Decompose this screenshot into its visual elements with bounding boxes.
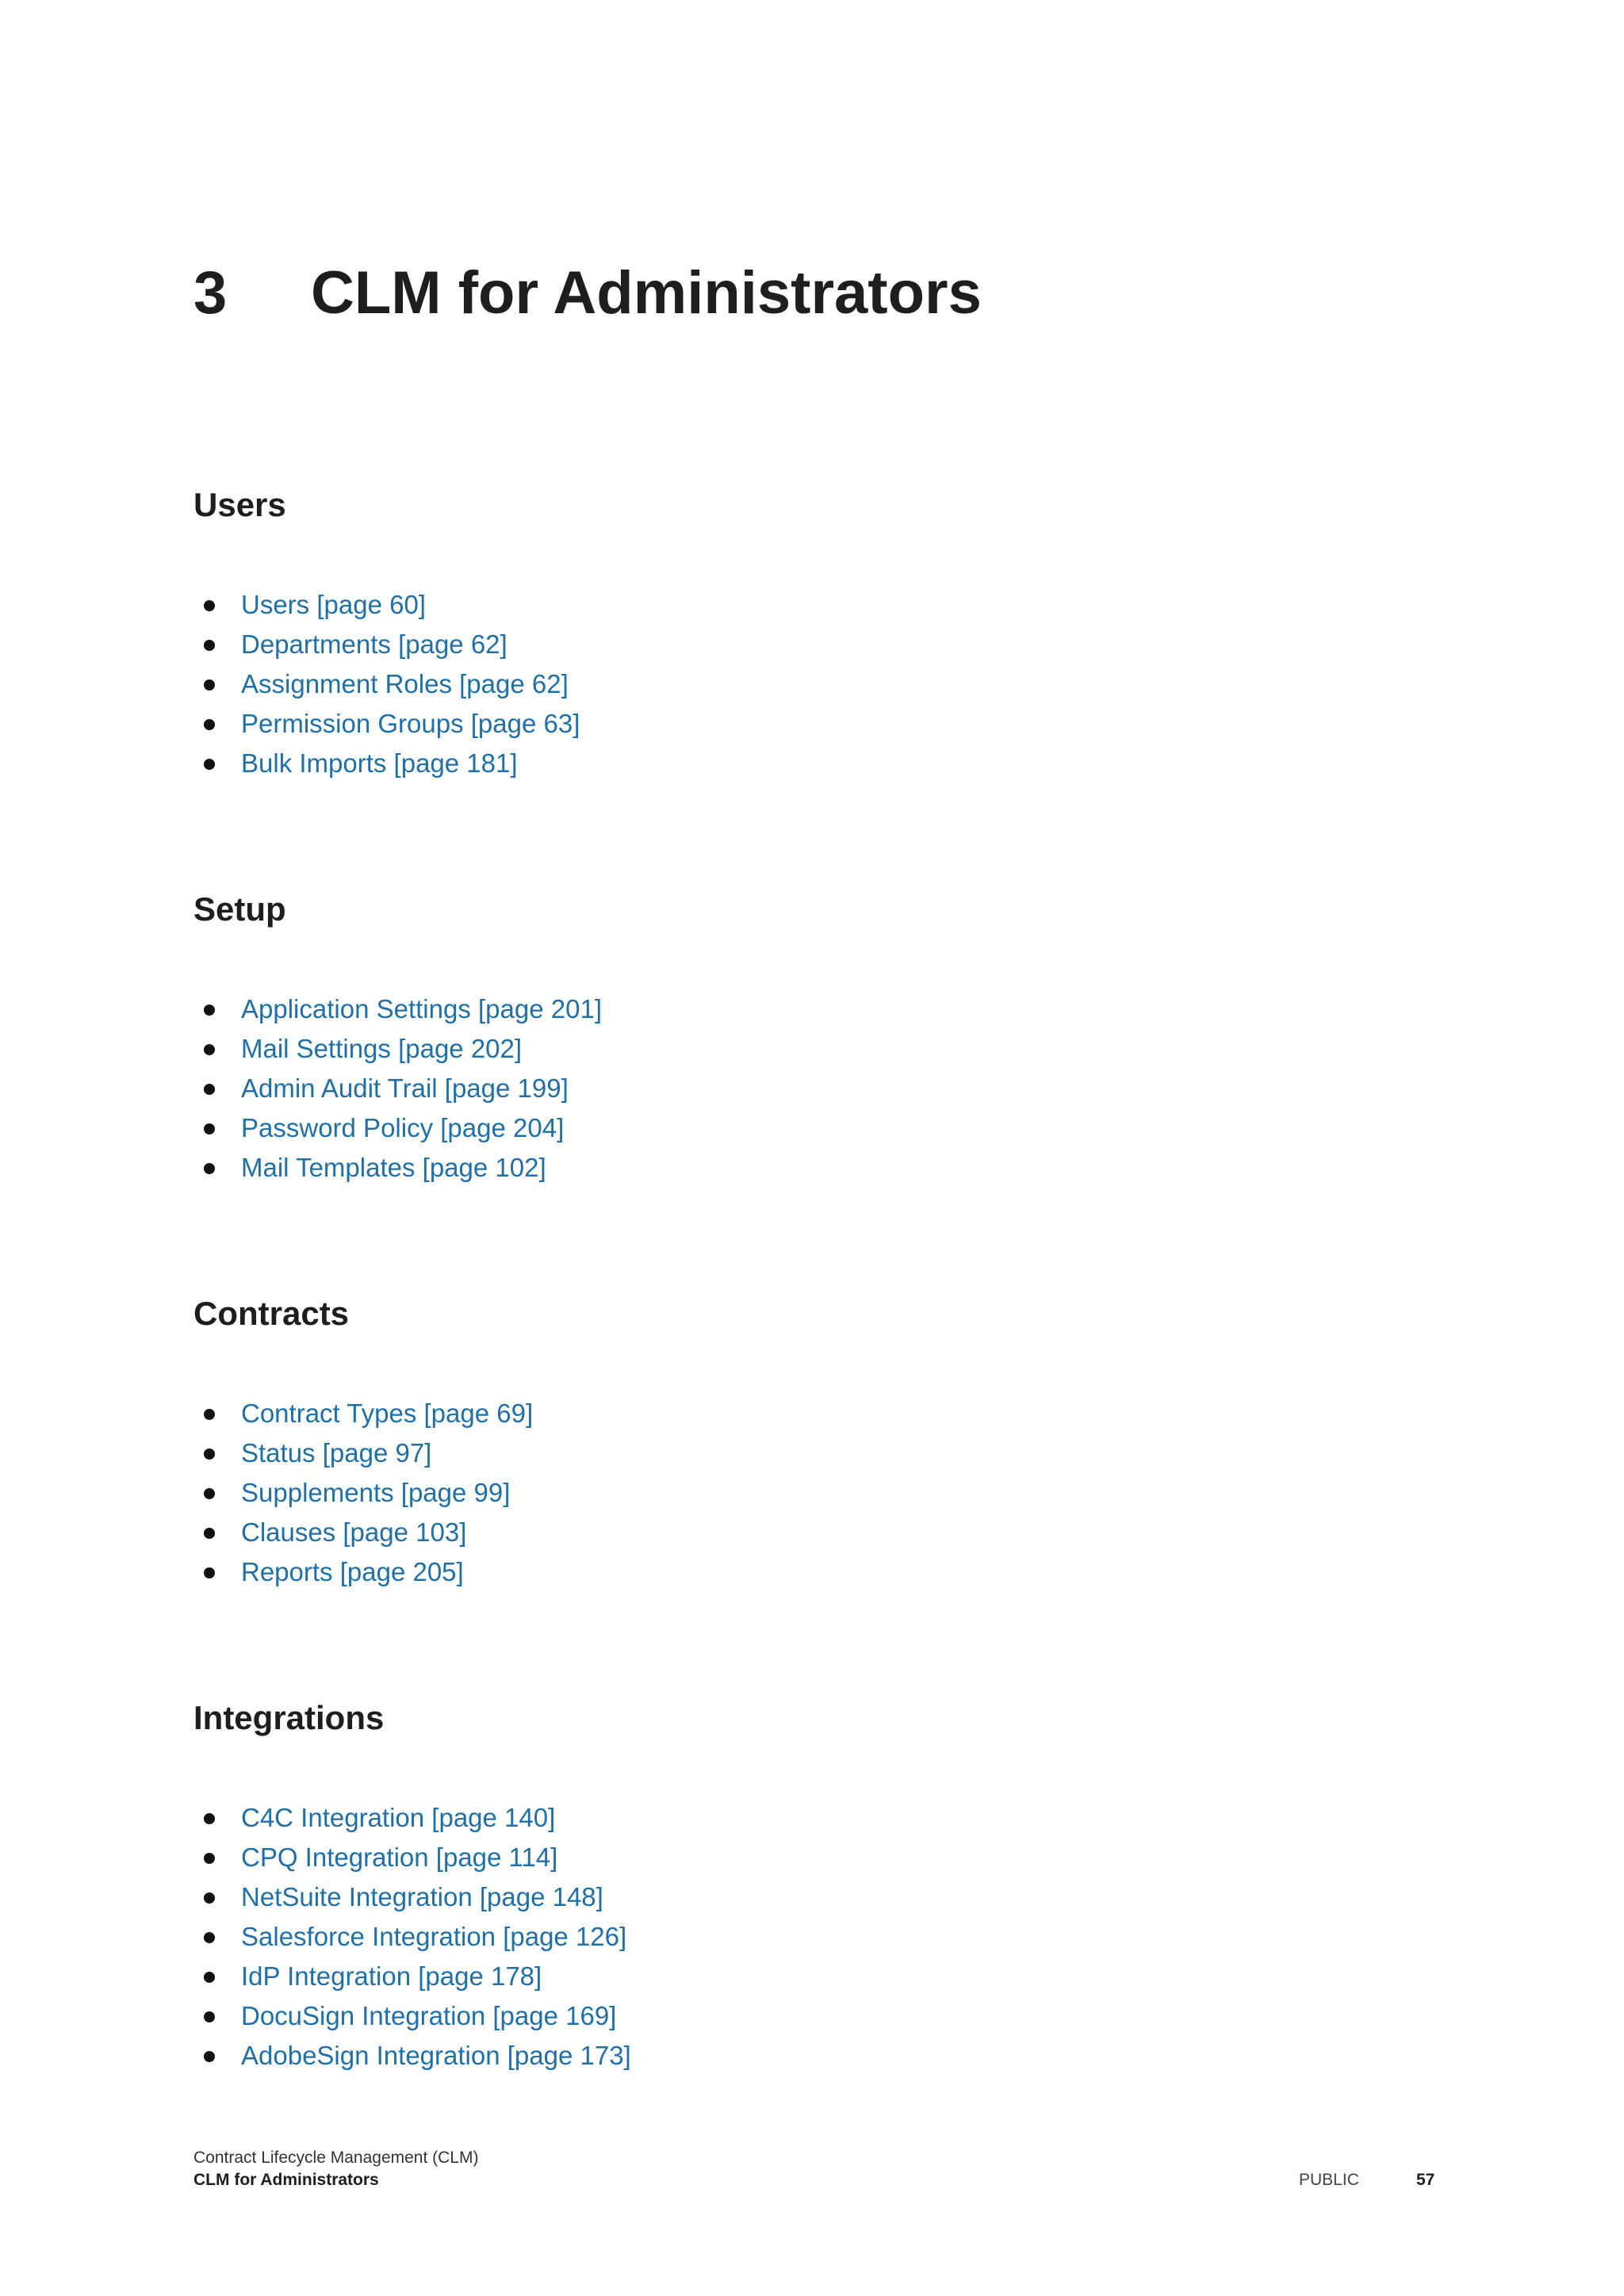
list-item bbox=[193, 664, 1462, 704]
toc-link[interactable]: Contract Types [page 69] bbox=[241, 1399, 534, 1428]
bullet-icon bbox=[204, 1488, 215, 1499]
list-item bbox=[193, 1917, 1462, 1957]
bullet-icon bbox=[204, 1972, 215, 1983]
toc-link[interactable]: CPQ Integration [page 114] bbox=[241, 1843, 558, 1872]
list-item bbox=[193, 1433, 1462, 1473]
toc-link[interactable]: Assignment Roles [page 62] bbox=[241, 669, 569, 698]
list-item bbox=[193, 989, 1462, 1029]
toc-link[interactable]: DocuSign Integration [page 169] bbox=[241, 2001, 617, 2030]
list-item bbox=[193, 1877, 1462, 1917]
footer-classification: PUBLIC bbox=[1299, 2171, 1359, 2189]
bullet-icon bbox=[204, 640, 215, 651]
toc-link[interactable]: Admin Audit Trail [page 199] bbox=[241, 1073, 569, 1103]
list-item bbox=[193, 585, 1462, 625]
toc-link[interactable]: Clauses [page 103] bbox=[241, 1517, 467, 1547]
list-item bbox=[193, 1029, 1462, 1069]
bullet-icon bbox=[204, 2051, 215, 2062]
list-item bbox=[193, 1148, 1462, 1188]
list-item bbox=[193, 1108, 1462, 1148]
bullet-icon bbox=[204, 1528, 215, 1539]
section-heading: Integrations bbox=[193, 1699, 385, 1736]
list-item bbox=[193, 1069, 1462, 1108]
bullet-icon bbox=[204, 1932, 215, 1943]
bullet-icon bbox=[204, 679, 215, 691]
toc-link[interactable]: AdobeSign Integration [page 173] bbox=[241, 2041, 631, 2070]
list-item bbox=[193, 1513, 1462, 1552]
list-item bbox=[193, 2036, 1462, 2076]
bullet-icon bbox=[204, 719, 215, 730]
section-heading: Setup bbox=[193, 890, 286, 928]
bullet-icon bbox=[204, 1123, 215, 1135]
list-item bbox=[193, 1473, 1462, 1513]
toc-link[interactable]: Users [page 60] bbox=[241, 590, 426, 619]
chapter-number: 3 bbox=[193, 259, 228, 327]
bullet-icon bbox=[204, 1044, 215, 1055]
toc-link[interactable]: Status [page 97] bbox=[241, 1438, 432, 1468]
link-list bbox=[193, 1394, 1462, 1592]
toc-link[interactable]: Bulk Imports [page 181] bbox=[241, 748, 518, 778]
list-item bbox=[193, 704, 1462, 744]
section-setup bbox=[193, 890, 1462, 1188]
bullet-icon bbox=[204, 1813, 215, 1824]
page-footer bbox=[193, 2147, 1442, 2195]
toc-link[interactable]: Permission Groups [page 63] bbox=[241, 709, 580, 738]
list-item bbox=[193, 1957, 1462, 1996]
toc-link[interactable]: NetSuite Integration [page 148] bbox=[241, 1882, 603, 1911]
list-item bbox=[193, 1996, 1462, 2036]
list-item bbox=[193, 1394, 1462, 1433]
bullet-icon bbox=[204, 2011, 215, 2022]
bullet-icon bbox=[204, 1163, 215, 1174]
toc-link[interactable]: Departments [page 62] bbox=[241, 629, 508, 659]
list-item bbox=[193, 1838, 1462, 1877]
toc-link[interactable]: C4C Integration [page 140] bbox=[241, 1803, 556, 1832]
list-item bbox=[193, 625, 1462, 664]
footer-document-title: Contract Lifecycle Management (CLM) bbox=[193, 2149, 479, 2167]
link-list bbox=[193, 989, 1462, 1188]
footer-chapter-title: CLM for Administrators bbox=[193, 2171, 379, 2189]
list-item bbox=[193, 1798, 1462, 1838]
bullet-icon bbox=[204, 1567, 215, 1578]
bullet-icon bbox=[204, 1853, 215, 1864]
toc-link[interactable]: Password Policy [page 204] bbox=[241, 1113, 565, 1142]
section-heading: Users bbox=[193, 486, 286, 523]
toc-link[interactable]: Application Settings [page 201] bbox=[241, 994, 602, 1024]
bullet-icon bbox=[204, 759, 215, 770]
toc-link[interactable]: Salesforce Integration [page 126] bbox=[241, 1922, 627, 1951]
bullet-icon bbox=[204, 1409, 215, 1420]
bullet-icon bbox=[204, 1448, 215, 1460]
list-item bbox=[193, 1552, 1462, 1592]
section-integrations bbox=[193, 1701, 1462, 2076]
footer-page-number: 57 bbox=[1416, 2171, 1435, 2189]
toc-link[interactable]: IdP Integration [page 178] bbox=[241, 1961, 542, 1991]
toc-link[interactable]: Reports [page 205] bbox=[241, 1557, 464, 1586]
section-users bbox=[193, 488, 1462, 783]
bullet-icon bbox=[204, 600, 215, 611]
link-list bbox=[193, 585, 1462, 783]
chapter-title bbox=[193, 259, 982, 327]
bullet-icon bbox=[204, 1004, 215, 1016]
bullet-icon bbox=[204, 1892, 215, 1904]
toc-link[interactable]: Mail Templates [page 102] bbox=[241, 1153, 546, 1182]
toc-link[interactable]: Mail Settings [page 202] bbox=[241, 1034, 523, 1063]
section-heading: Contracts bbox=[193, 1295, 350, 1332]
list-item bbox=[193, 744, 1462, 783]
link-list bbox=[193, 1798, 1462, 2076]
section-contracts bbox=[193, 1297, 1462, 1592]
chapter-title-text: CLM for Administrators bbox=[311, 259, 982, 327]
bullet-icon bbox=[204, 1084, 215, 1095]
toc-link[interactable]: Supplements [page 99] bbox=[241, 1478, 511, 1507]
